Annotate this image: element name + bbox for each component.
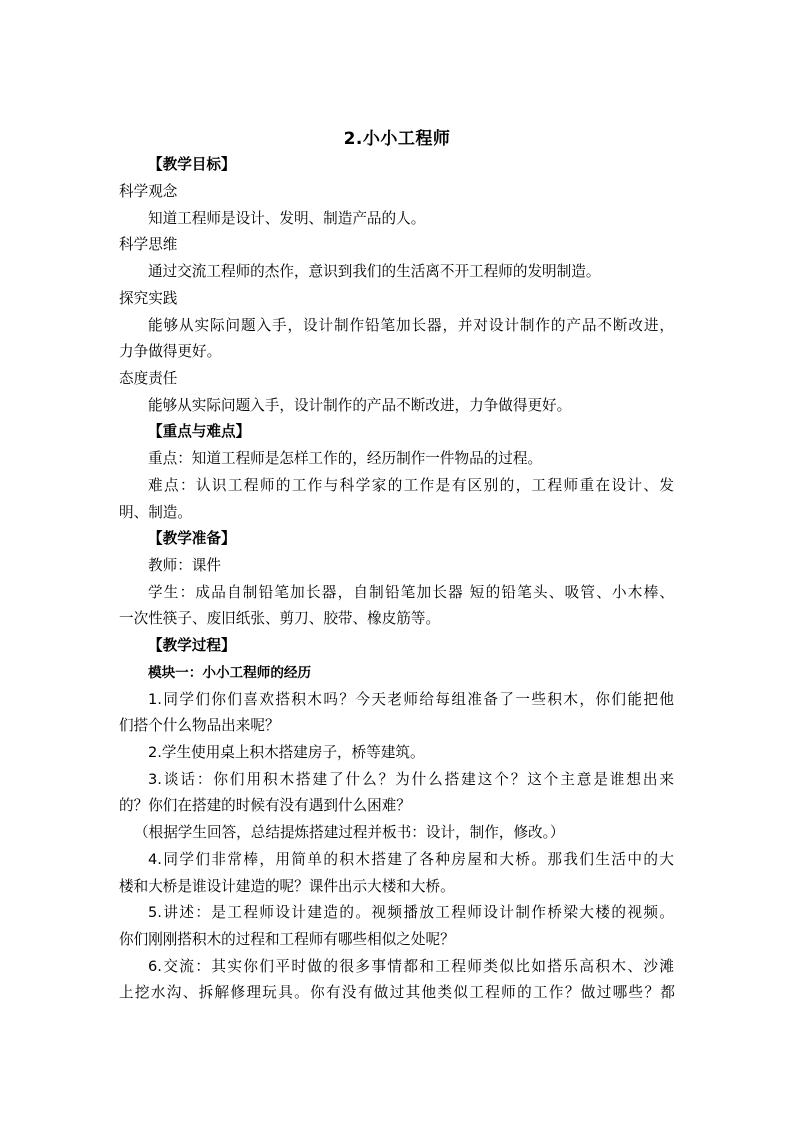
section-heading-process: 【教学过程】 [148, 637, 236, 654]
label-scientific-thinking: 科学思维 [119, 236, 178, 253]
step3-note: （根据学生回答，总结提炼搭建过程并板书：设计，制作，修改。） [134, 824, 565, 841]
page-title: 2.小小工程师 [343, 129, 451, 149]
step3-line1: 3.谈话：你们用积木搭建了什么？为什么搭建这个？这个主意是谁想出来 [148, 771, 674, 788]
module-heading-1: 模块一：小小工程师的经历 [148, 665, 312, 681]
section-heading-teaching-goals: 【教学目标】 [148, 156, 236, 173]
text-attitude-responsibility: 能够从实际问题入手，设计制作的产品不断改进，力争做得更好。 [148, 397, 572, 414]
text-student-prep-line2: 一次性筷子、废旧纸张、剪刀、胶带、橡皮筋等。 [119, 610, 441, 627]
section-heading-key-points: 【重点与难点】 [148, 423, 251, 440]
step6-line1: 6.交流：其实你们平时做的很多事情都和工程师类似比如搭乐高积木、沙滩 [148, 958, 674, 975]
step4-line2: 楼和大桥是谁设计建造的呢？课件出示大楼和大桥。 [119, 878, 455, 895]
text-difficulty-line1: 难点：认识工程师的工作与科学家的工作是有区别的，工程师重在设计、发 [148, 477, 674, 494]
label-scientific-concept: 科学观念 [119, 183, 178, 200]
text-inquiry-practice-line1: 能够从实际问题入手，设计制作铅笔加长器，并对设计制作的产品不断改进， [148, 317, 674, 334]
step1-line2: 们搭个什么物品出来呢？ [119, 717, 280, 734]
step4-line1: 4.同学们非常棒，用简单的积木搭建了各种房屋和大桥。那我们生活中的大 [148, 851, 674, 868]
text-difficulty-line2: 明、制造。 [119, 504, 192, 521]
step5-line1: 5.讲述：是工程师设计建造的。视频播放工程师设计制作桥梁大楼的视频。 [148, 904, 674, 921]
step6-line2: 上挖水沟、拆解修理玩具。你有没有做过其他类似工程师的工作？做过哪些？都 [119, 984, 675, 1001]
label-attitude-responsibility: 态度责任 [119, 370, 178, 387]
text-scientific-thinking: 通过交流工程师的杰作，意识到我们的生活离不开工程师的发明制造。 [148, 263, 601, 280]
text-teacher-prep: 教师：课件 [148, 557, 221, 574]
text-student-prep-line1: 学生：成品自制铅笔加长器，自制铅笔加长器 短的铅笔头、吸管、小木棒、 [148, 584, 674, 601]
step5-line2: 你们刚刚搭积木的过程和工程师有哪些相似之处呢？ [119, 931, 455, 948]
step2: 2.学生使用桌上积木搭建房子，桥等建筑。 [148, 744, 425, 761]
step1-line1: 1.同学们你们喜欢搭积木吗？今天老师给每组准备了一些积木，你们能把他 [148, 691, 674, 708]
text-key-point: 重点：知道工程师是怎样工作的，经历制作一件物品的过程。 [148, 450, 543, 467]
label-inquiry-practice: 探究实践 [119, 290, 178, 307]
text-scientific-concept: 知道工程师是设计、发明、制造产品的人。 [148, 210, 426, 227]
step3-line2: 的？你们在搭建的时候有没有遇到什么困难？ [119, 797, 411, 814]
section-heading-preparation: 【教学准备】 [148, 530, 236, 547]
text-inquiry-practice-line2: 力争做得更好。 [119, 343, 222, 360]
